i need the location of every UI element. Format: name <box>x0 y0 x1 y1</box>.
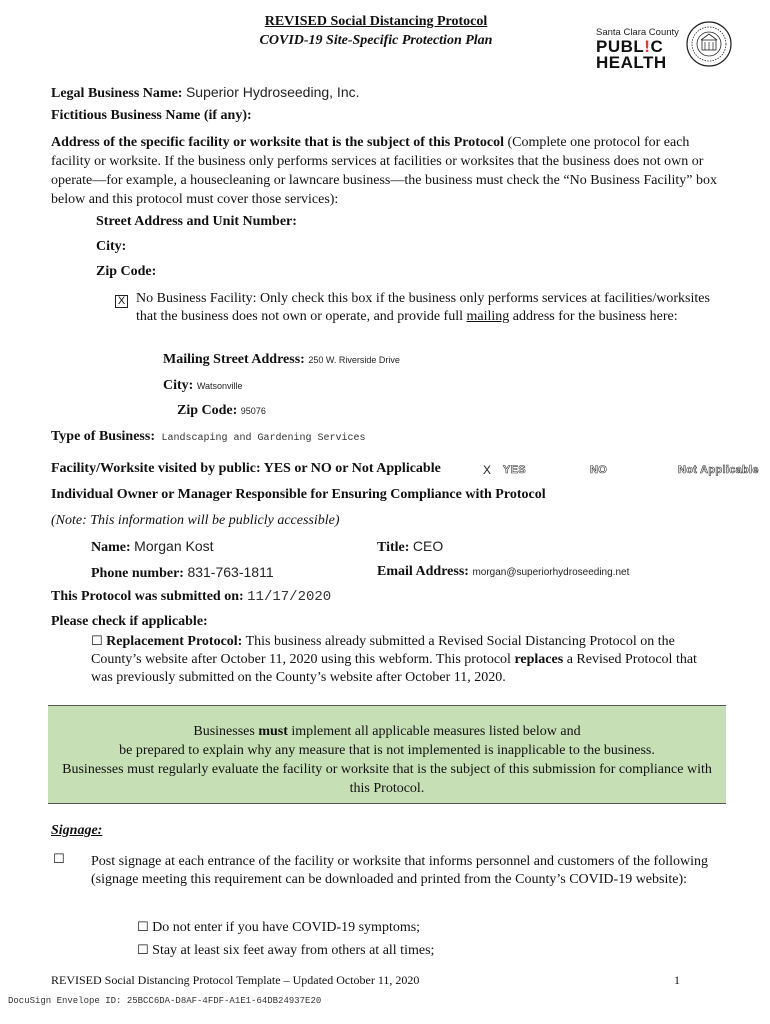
no-business-facility-checkbox[interactable] <box>115 291 128 309</box>
docusign-envelope-id: DocuSign Envelope ID: 25BCC6DA-D8AF-4FDF-A1E1-64DB24937E20 <box>8 996 322 1006</box>
logo-county-text: Santa Clara County <box>596 27 679 38</box>
submitted-label: This Protocol was submitted on: <box>51 589 244 604</box>
replacement-protocol-checkbox[interactable]: ☐ <box>91 634 103 649</box>
visited-by-public-label: Facility/Worksite visited by public: YES or NO or Not Applicable <box>51 461 441 476</box>
signage-subitem-2: ☐ Stay at least six feet away from others at all times; <box>137 943 435 958</box>
type-of-business-row <box>51 429 366 445</box>
owner-title-label: Title: <box>377 540 410 555</box>
legal-name-label: Legal Business Name: <box>51 86 183 101</box>
owner-name-value[interactable]: Morgan Kost <box>134 538 214 554</box>
fictitious-name-label: Fictitious Business Name (if any): <box>51 108 252 123</box>
owner-title-value[interactable]: CEO <box>412 538 444 554</box>
zip-code-label: Zip Code: <box>96 264 157 279</box>
option-not-applicable[interactable]: Not Applicable <box>678 464 759 476</box>
street-address-label: Street Address and Unit Number: <box>96 214 297 229</box>
option-yes[interactable]: YES <box>503 464 526 476</box>
owner-email-label: Email Address: <box>377 564 469 579</box>
footer-text: REVISED Social Distancing Protocol Template – Updated October 11, 2020 <box>51 973 420 987</box>
city-label: City: <box>96 239 127 254</box>
check-applicable-label: Please check if applicable: <box>51 614 208 629</box>
mailing-zip-row <box>177 403 266 419</box>
notice-line-1: Businesses must implement all applicable measures listed below and <box>193 724 581 739</box>
logo-line1: PUBL!C <box>596 37 664 56</box>
notice-line-3: Businesses must regularly evaluate the facility or worksite that is the subject of this submission for compliance with this Protocol. <box>62 762 712 796</box>
signage-subitem-1: ☐ Do not enter if you have COVID-19 symptoms; <box>137 920 421 935</box>
replacement-protocol-text: ☐ Replacement Protocol: This business already submitted a Revised Social Distancing Protocol on the County’s website after October 11, 2020 using this webform. This protocol replaces a Revised Protocol that was previously submitted on the County’s website after October 11, 2020. <box>91 634 697 685</box>
mailing-city-value[interactable]: Watsonville <box>196 381 243 391</box>
owner-name-row <box>91 538 214 556</box>
owner-heading: Individual Owner or Manager Responsible for Ensuring Compliance with Protocol <box>51 487 546 502</box>
owner-email-value[interactable]: morgan@superiorhydroseeding.net <box>472 567 630 578</box>
visited-selected-mark[interactable]: X <box>483 463 492 477</box>
signage-subitem-1-checkbox[interactable]: ☐ <box>137 920 149 935</box>
signage-heading: Signage: <box>51 823 103 838</box>
logo-line2: HEALTH <box>596 53 667 72</box>
owner-title-row <box>377 538 443 556</box>
submitted-row <box>51 589 331 605</box>
mailing-city-label: City: <box>163 378 194 393</box>
mailing-zip-value[interactable]: 95076 <box>240 406 266 416</box>
signage-subitem-2-checkbox[interactable]: ☐ <box>137 943 149 958</box>
no-business-facility-text: No Business Facility: Only check this box if the business only performs services at facilities/worksites that the business does not own or operate, and provide full mailing address for the business here: <box>136 291 710 324</box>
owner-email-row <box>377 564 629 580</box>
signage-item-text: Post signage at each entrance of the facility or worksite that informs personnel and customers of the following (signage meeting this requirement can be downloaded and printed from the County’s COVID-19 website): <box>91 854 708 887</box>
page-number: 1 <box>674 973 680 987</box>
owner-phone-label: Phone number: <box>91 566 184 581</box>
address-instructions-bold: Address of the specific facility or worksite that is the subject of this Protocol <box>51 135 504 150</box>
type-of-business-label: Type of Business: <box>51 429 155 444</box>
notice-line-2: be prepared to explain why any measure that is not implemented is inapplicable to the business. <box>119 743 655 758</box>
type-of-business-value[interactable]: Landscaping and Gardening Services <box>161 433 366 444</box>
owner-note: (Note: This information will be publicly accessible) <box>51 513 340 528</box>
document-title: REVISED Social Distancing Protocol <box>264 14 488 29</box>
signage-checkbox[interactable]: ☐ <box>53 852 65 867</box>
address-instructions <box>51 133 721 209</box>
mailing-street-row <box>163 352 400 368</box>
address-instructions-text: (Complete one protocol for each facility or worksite. If the business only performs services at facilities or worksites that the business does not own or operate—for example, a housecleaning or lawncare business—the business must check the “No Business Facility” box below and this protocol must cover those services): <box>51 135 717 207</box>
legal-name-value[interactable]: Superior Hydroseeding, Inc. <box>185 84 360 100</box>
mailing-street-value[interactable]: 250 W. Riverside Drive <box>308 355 400 365</box>
owner-phone-value[interactable]: 831-763-1811 <box>187 564 274 580</box>
mailing-zip-label: Zip Code: <box>177 403 238 418</box>
owner-name-label: Name: <box>91 540 131 555</box>
public-health-logo <box>594 27 679 72</box>
legal-name-row <box>51 84 360 102</box>
mailing-city-row <box>163 378 243 394</box>
county-seal-icon <box>685 20 733 68</box>
compliance-notice-box <box>48 705 726 804</box>
option-no[interactable]: NO <box>590 464 608 476</box>
document-subtitle: COVID-19 Site-Specific Protection Plan <box>259 33 493 48</box>
mailing-street-label: Mailing Street Address: <box>163 352 305 367</box>
checkbox-x-mark: X <box>115 295 128 308</box>
owner-phone-row <box>91 564 274 582</box>
submitted-value[interactable]: 11/17/2020 <box>247 589 332 605</box>
